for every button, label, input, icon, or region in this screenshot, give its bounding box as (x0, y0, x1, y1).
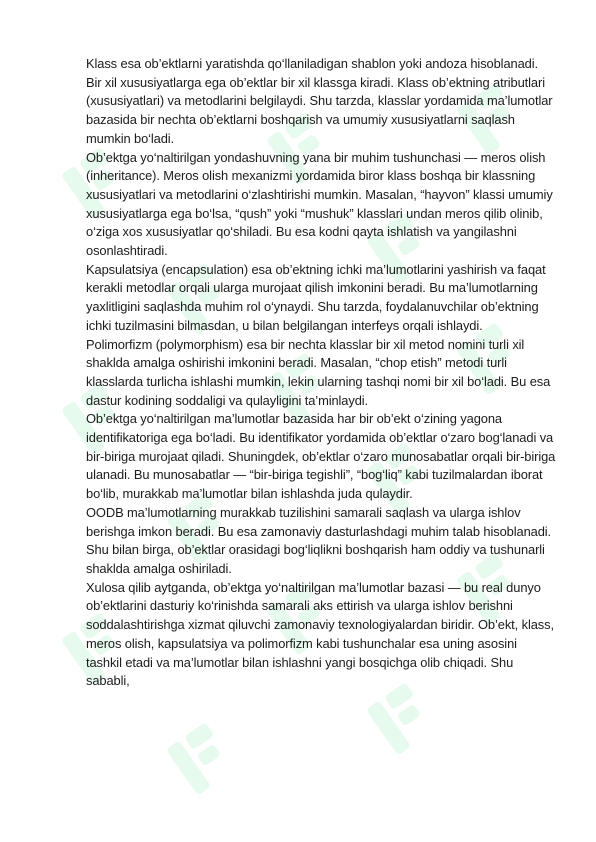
paragraph-polymorphism: Polimorfizm (polymorphism) esa bir nechta klasslar bir xil metod nomini turli xil shaklda amalga oshirishi imkonini beradi. Masalan, “chop etish” metodi turli klasslarda turlicha ishlashi mumkin, lekin ularning tashqi nomi bir xil bo‘ladi. Bu esa dastur kodining soddaligi va qulayligini ta’minlaydi. (86, 336, 551, 408)
paragraph-oodb: OODB ma’lumotlarning murakkab tuzilishini samarali saqlash va ularga ishlov berishga imkon beradi. Bu esa zamonaviy dasturlashdagi muhim talab hisoblanadi. Shu bilan birga, ob’ektlar orasidagi bog‘liqlikni boshqarish ham oddiy va tushunarli shaklda amalga oshiriladi. (86, 504, 552, 576)
watermark-mark (166, 722, 237, 795)
paragraph-classes: Klass esa ob’ektlarni yaratishda qo‘llaniladigan shablon yoki andoza hisoblanadi. Bir xil xususiyatlarga ega ob’ektlar bir xil klassga kiradi. Klass ob’ektning atributlari (xususiyatlari) va metodlarini belgilaydi. Shu tarzda, klasslar yordamida ma’lumotlar bazasida bir nechta ob’ektlarni boshqarish va umumiy xususiyatlarni saqlash mumkin bo‘ladi. (86, 56, 553, 146)
paragraph-encapsulation: Kapsulatsiya (encapsulation) esa ob’ektning ichki ma’lumotlarini yashirish va faqat kerakli metodlar orqali ularga murojaat qilish imkonini beradi. Bu ma’lumotlarning yaxlitligini saqlashda muhim rol o‘ynaydi. Shu tarzda, foydalanuvchilar ob’ektning ichki tuzilmasini bilmasdan, u bilan belgilangan interfeys orqali ishlaydi. (86, 261, 546, 333)
paragraph-inheritance: Ob’ektga yo‘naltirilgan yondashuvning yana bir muhim tushunchasi — meros olish (inheritance). Meros olish mexanizmi yordamida biror klass boshqa bir klassning xususiyatlari va metodlarini o‘zlashtirishi mumkin. Masalan, “hayvon” klassi umumiy xususiyatlarga ega bo‘lsa, “qush” yoki “mushuk” klasslari undan meros qilib olinib, o‘ziga xos xususiyatlar qo‘shiladi. Bu esa kodni qayta ishlatish va yangilashni osonlashtiradi. (86, 149, 553, 259)
paragraph-object-identity: Ob’ektga yo‘naltirilgan ma’lumotlar bazasida har bir ob’ekt o‘zining yagona identifikatoriga ega bo‘ladi. Bu identifikator yordamida ob’ektlar o‘zaro bog‘lanadi va bir-biriga murojaat qiladi. Shuningdek, ob’ektlar o‘zaro munosabatlar orqali bir-biriga ulanadi. Bu munosabatlar — “bir-biriga tegishli”, “bog‘liq” kabi tuzilmalardan iborat bo‘lib, murakkab ma’lumotlar bilan ishlashda juda qulaydir. (86, 411, 556, 502)
watermark-mark (366, 682, 437, 755)
paragraph-conclusion: Xulosa qilib aytganda, ob’ektga yo‘naltirilgan ma’lumotlar bazasi — bu real dunyo ob’ektlarini dasturiy ko‘rinishda samarali aks ettirish va ularga ishlov berishni soddalashtirishga xizmat qiluvchi zamonaviy texnologiyalardan biridir. Ob’ekt, klass, meros olish, kapsulatsiya va polimorfizm kabi tushunchalar esa uning asosini tashkil etadi va ma’lumotlar bilan ishlashni yangi bosqichga olib chiqadi. Shu sababli, (86, 579, 554, 689)
document-body (86, 55, 556, 691)
